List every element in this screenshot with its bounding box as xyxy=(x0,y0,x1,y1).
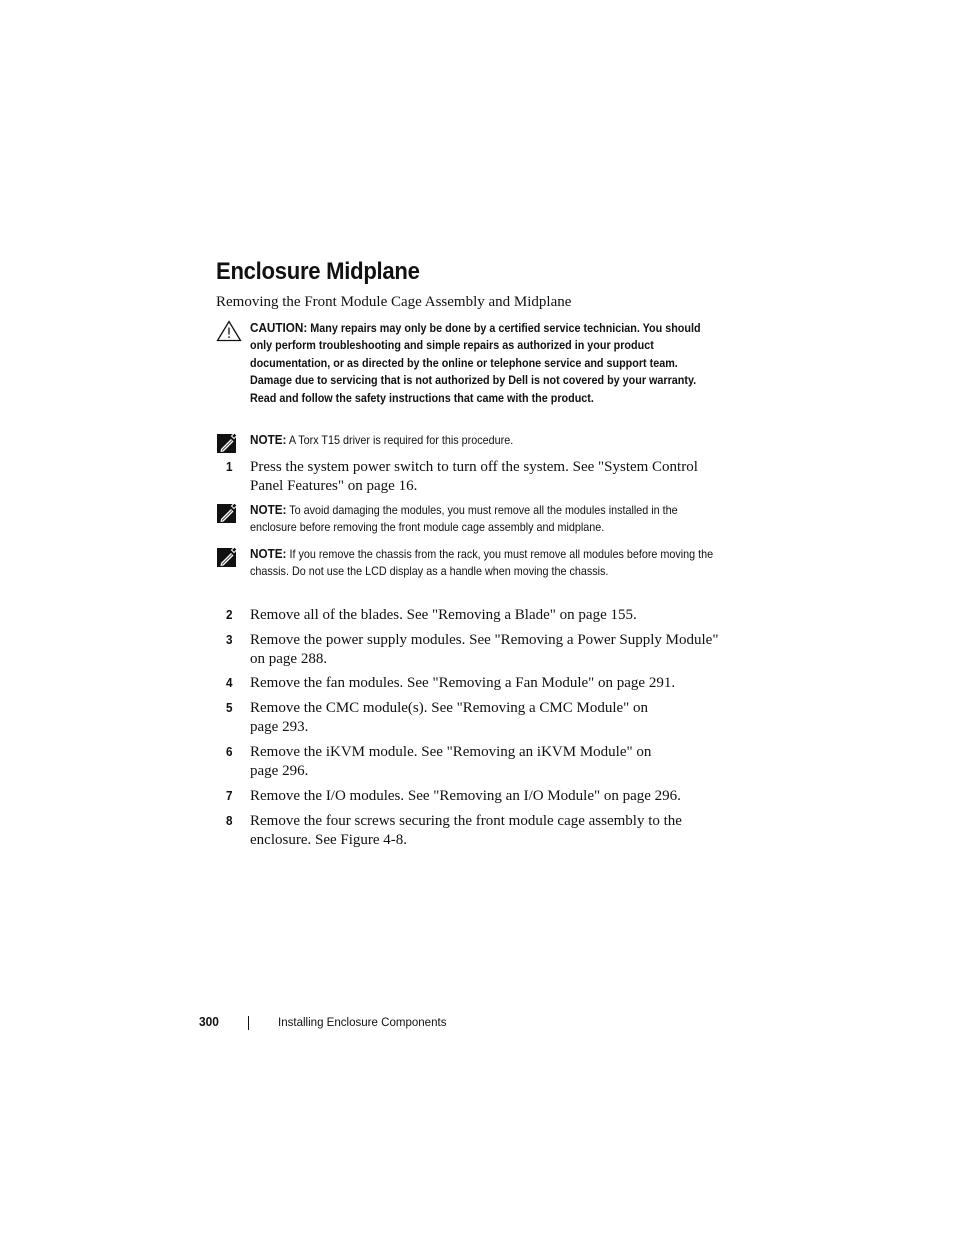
step-text: Press the system power switch to turn off the system. See "System Control Panel Features" on page 16. xyxy=(250,459,698,494)
step-number: 5 xyxy=(226,700,233,715)
note-text: To avoid damaging the modules, you must remove all the modules installed in the enclosure before removing the front module cage assembly and midplane. xyxy=(250,504,678,535)
note-text: If you remove the chassis from the rack, you must remove all modules before moving the chassis. Do not use the LCD display as a handle when moving the chassis. xyxy=(250,548,714,579)
step-text: Remove the power supply modules. See "Removing a Power Supply Module" on page 288. xyxy=(250,632,719,667)
step-text: Remove the CMC module(s). See "Removing a CMC Module" on page 293. xyxy=(250,700,649,735)
caution-label: CAUTION: xyxy=(250,321,308,335)
note-label: NOTE: xyxy=(250,547,287,561)
page-title: Enclosure Midplane xyxy=(216,258,420,285)
note-text: A Torx T15 driver is required for this procedure. xyxy=(288,434,514,447)
note-pencil-icon xyxy=(216,502,242,526)
note-label: NOTE: xyxy=(250,503,287,517)
caution-text: Many repairs may only be done by a certified service technician. You should only perform troubleshooting and simple repairs as authorized in your product documentation, or as directed by the online or telephone service and support team. Damage due to servicing that is not authorized by Dell is not covered by your warranty. Read and follow the safety instructions that came with the product. xyxy=(250,322,701,405)
step-text: Remove all of the blades. See "Removing a Blade" on page 155. xyxy=(250,607,637,623)
step-text: Remove the fan modules. See "Removing a Fan Module" on page 291. xyxy=(250,675,676,691)
step-text: Remove the four screws securing the front module cage assembly to the enclosure. See Figure 4-8. xyxy=(250,813,682,848)
note-label: NOTE: xyxy=(250,433,287,447)
section-subtitle: Removing the Front Module Cage Assembly and Midplane xyxy=(216,294,572,310)
step-number: 7 xyxy=(226,788,233,803)
footer-divider xyxy=(248,1016,249,1030)
footer-section-title: Installing Enclosure Components xyxy=(278,1015,447,1029)
caution-triangle-icon xyxy=(216,320,242,344)
page-footer xyxy=(0,1014,954,1034)
step-text: Remove the I/O modules. See "Removing an I/O Module" on page 296. xyxy=(250,788,681,804)
page-number: 300 xyxy=(199,1014,219,1029)
note-pencil-icon xyxy=(216,546,242,570)
note-pencil-icon xyxy=(216,432,242,456)
step-number: 4 xyxy=(226,675,233,690)
step-number: 3 xyxy=(226,632,233,647)
step-number: 8 xyxy=(226,813,233,828)
step-text: Remove the iKVM module. See "Removing an iKVM Module" on page 296. xyxy=(250,744,652,779)
step-number: 1 xyxy=(226,459,233,474)
step-number: 6 xyxy=(226,744,233,759)
step-number: 2 xyxy=(226,607,233,622)
